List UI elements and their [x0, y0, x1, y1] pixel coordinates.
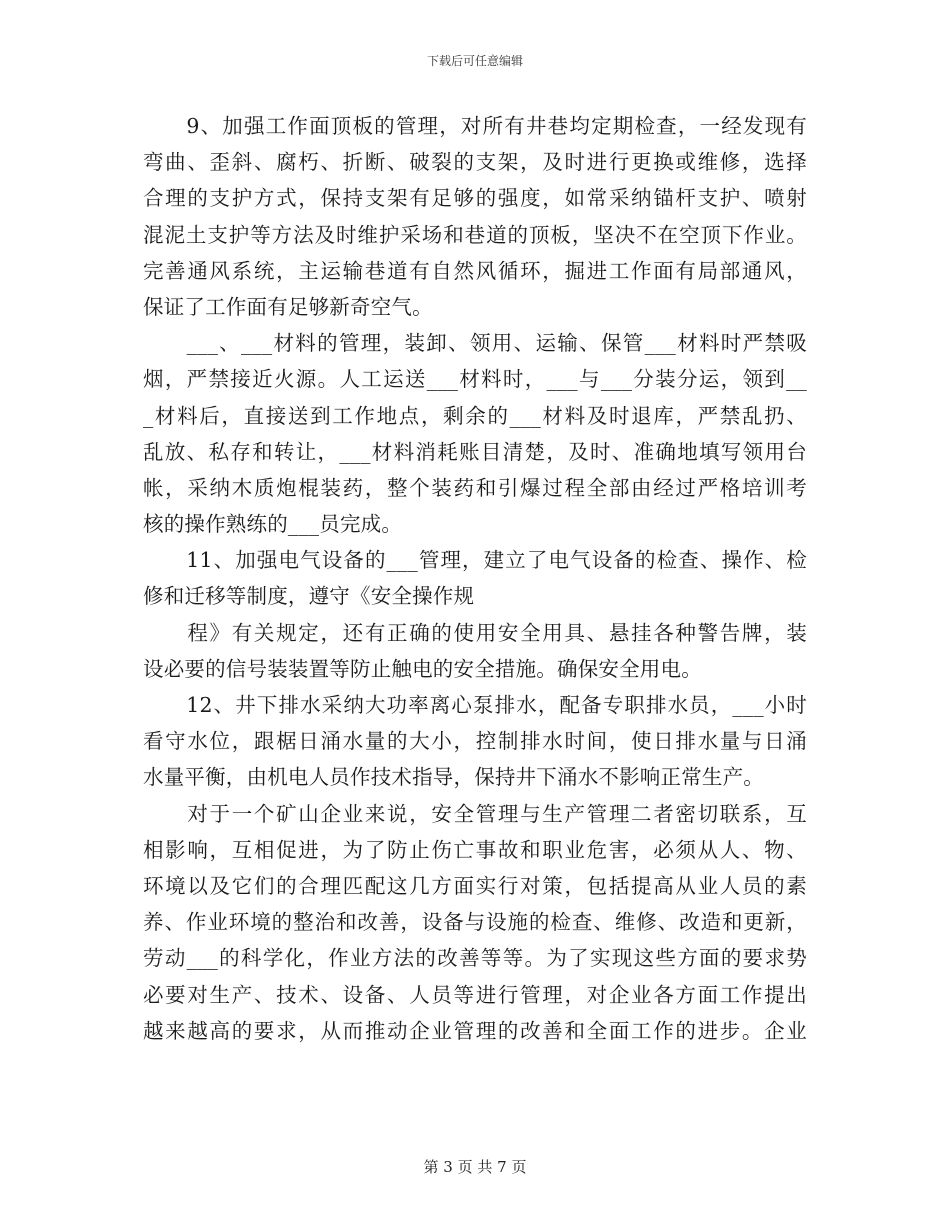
text-line: 混泥土支护等方法及时维护采场和巷道的顶板，坚决不在空顶下作业。	[143, 222, 807, 247]
text-line: 完善通风系统，主运输巷道有自然风循环，掘进工作面有局部通风，	[143, 258, 807, 283]
text-line: 对于一个矿山企业来说，安全管理与生产管理二者密切联系，互	[143, 801, 807, 826]
text-line: 烟，严禁接近火源。人工运送___材料时，___与___分装分运，领到__	[143, 367, 807, 392]
text-line: 看守水位，跟椐日涌水量的大小，控制排水时间，使日排水量与日涌	[143, 729, 807, 754]
paragraph-drainage	[143, 687, 807, 796]
text-line: 水量平衡，由机电人员作技术指导，保持井下涌水不影响正常生产。	[143, 765, 764, 790]
page-header: 下载后可任意编辑	[426, 54, 523, 68]
text-line: 环境以及它们的合理匹配这几方面实行对策，包括提高从业人员的素	[143, 873, 807, 898]
paragraph-enterprise-management	[143, 796, 807, 1049]
text-line: _材料后，直接送到工作地点，剩余的___材料及时退库，严禁乱扔、	[143, 403, 807, 428]
document-body	[143, 108, 807, 1049]
text-line: 11、加强电气设备的___管理，建立了电气设备的检查、操作、检	[143, 548, 807, 573]
text-line: 9、加强工作面顶板的管理，对所有井巷均定期检查，一经发现有	[143, 114, 807, 138]
paragraph-electrical-equipment	[143, 542, 807, 614]
text-line: 修和迁移等制度，遵守《安全操作规	[143, 584, 475, 609]
text-line: ___、___材料的管理，装卸、领用、运输、保管___材料时严禁吸	[143, 331, 807, 356]
text-line: 相影响，互相促进，为了防止伤亡事故和职业危害，必须从人、物、	[143, 837, 807, 862]
paragraph-materials-management	[143, 325, 807, 542]
text-line: 必要对生产、技术、设备、人员等进行管理，对企业各方面工作提出	[143, 982, 807, 1007]
text-line: 乱放、私存和转让，___材料消耗账目清楚，及时、准确地填写领用台	[143, 439, 807, 464]
text-line: 核的操作熟练的___员完成。	[143, 512, 403, 537]
page-number: 第 3 页 共 7 页	[423, 1158, 527, 1176]
text-line: 越来越高的要求，从而推动企业管理的改善和全面工作的进步。企业	[143, 1018, 807, 1043]
text-line: 程》有关规定，还有正确的使用安全用具、悬挂各种警告牌，装	[143, 620, 807, 645]
text-line: 12、井下排水采纳大功率离心泵排水，配备专职排水员，___小时	[143, 693, 807, 717]
text-line: 设必要的信号装装置等防止触电的安全措施。确保安全用电。	[143, 656, 702, 681]
paragraph-roof-management	[143, 108, 807, 325]
text-line: 保证了工作面有足够新奇空气。	[143, 294, 433, 319]
text-line: 帐，采纳木质炮棍装药，整个装药和引爆过程全部由经过严格培训考	[143, 475, 807, 500]
paragraph-safety-rules	[143, 615, 807, 687]
text-line: 弯曲、歪斜、腐朽、折断、破裂的支架，及时进行更换或维修，选择	[143, 150, 807, 175]
text-line: 合理的支护方式，保持支架有足够的强度，如常采纳锚杆支护、喷射	[143, 186, 807, 211]
text-line: 养、作业环境的整治和改善，设备与设施的检查、维修、改造和更新，	[143, 910, 807, 935]
text-line: 劳动___的科学化，作业方法的改善等等。为了实现这些方面的要求势	[143, 946, 807, 971]
